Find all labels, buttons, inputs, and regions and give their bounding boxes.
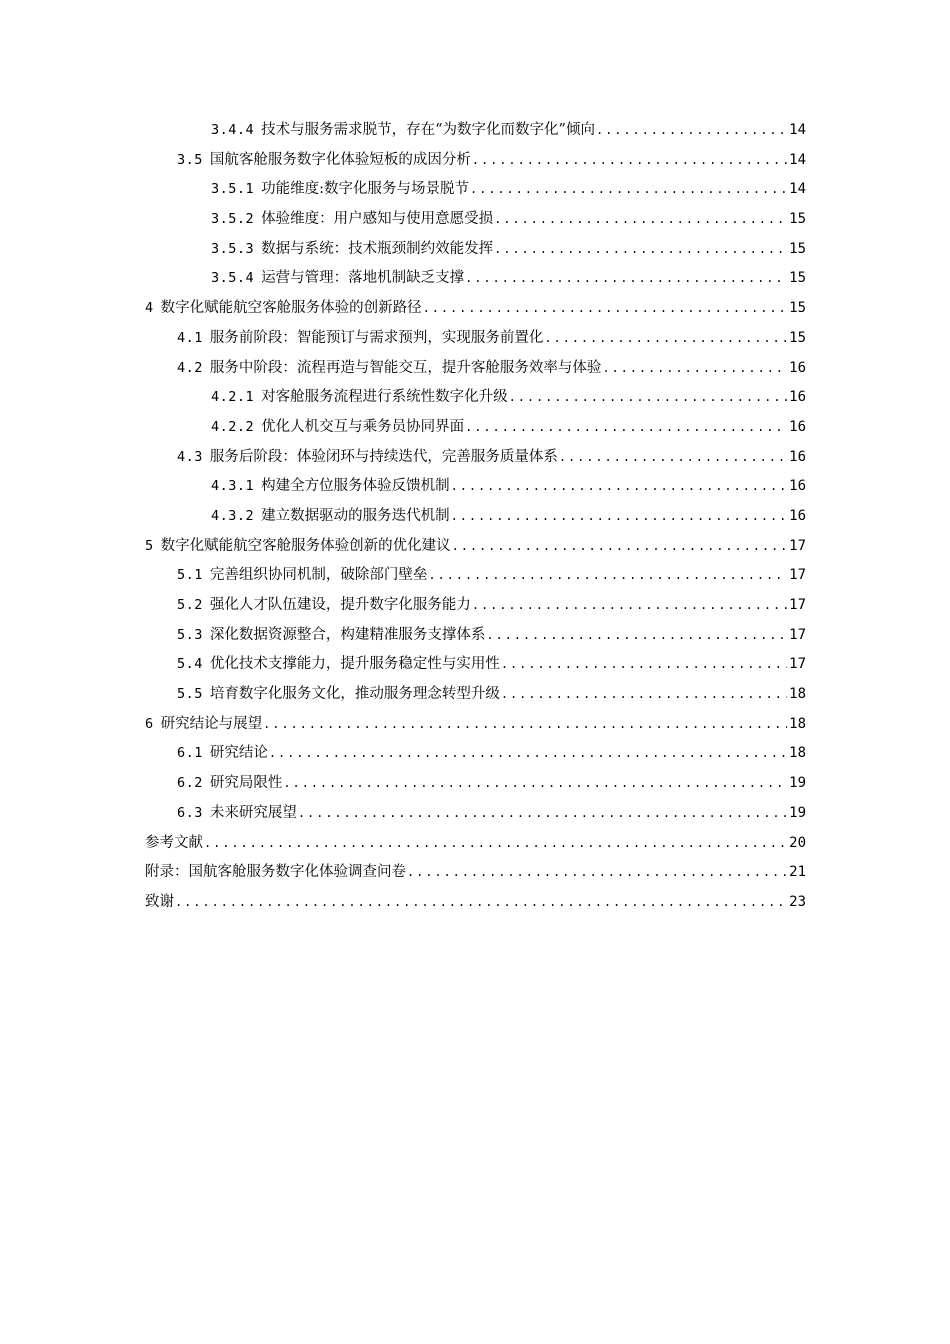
toc-entry[interactable] [145, 858, 806, 888]
dot-leader [509, 383, 787, 413]
toc-entry-title: 未来研究展望 [209, 804, 297, 821]
toc-entry[interactable] [145, 175, 806, 205]
toc-entry-title: 建立数据驱动的服务迭代机制 [261, 507, 450, 524]
toc-entry-number: 3.5.3 [211, 240, 255, 257]
toc-entry-page-number: 17 [789, 626, 806, 643]
toc-entry-page-number: 15 [789, 270, 806, 287]
toc-entry[interactable] [145, 591, 806, 621]
toc-entry-title: 服务前阶段：智能预订与需求预判，实现服务前置化 [209, 329, 544, 346]
toc-entry-number: 4.2.2 [211, 418, 255, 435]
toc-entry[interactable] [145, 739, 806, 769]
toc-entry[interactable] [145, 443, 806, 473]
toc-entry-number: 3.5.1 [211, 181, 255, 198]
toc-entry[interactable] [145, 621, 806, 651]
toc-entry-page-number: 15 [789, 240, 806, 257]
dot-leader [175, 888, 787, 918]
toc-entry[interactable] [145, 205, 806, 235]
toc-entry-number: 5.2 [177, 597, 203, 613]
dot-leader [451, 502, 787, 532]
toc-entry[interactable] [145, 769, 806, 799]
toc-entry[interactable] [145, 354, 806, 384]
toc-entry-number: 5.5 [177, 686, 203, 703]
toc-entry-number: 3.5.2 [211, 211, 255, 228]
toc-entry-page-number: 17 [789, 567, 806, 584]
toc-entry[interactable] [145, 116, 806, 146]
toc-entry-title: 服务后阶段：体验闭环与持续迭代，完善服务质量体系 [209, 448, 558, 465]
toc-entry[interactable] [145, 888, 806, 918]
toc-entry[interactable] [145, 324, 806, 354]
toc-entry-title: 运营与管理：落地机制缺乏支撑 [261, 270, 465, 287]
dot-leader [602, 354, 787, 384]
toc-entry-page-number: 15 [789, 211, 806, 228]
dot-leader [465, 413, 787, 443]
toc-entry-number: 5.1 [177, 567, 203, 584]
toc-entry-title: 技术与服务需求脱节，存在“为数字化而数字化”倾向 [261, 122, 595, 138]
dot-leader [472, 591, 787, 621]
toc-entry-page-number: 16 [789, 507, 806, 524]
toc-entry-number: 5.4 [177, 656, 203, 673]
toc-entry[interactable] [145, 680, 806, 710]
toc-entry-title: 对客舱服务流程进行系统性数字化升级 [261, 389, 508, 406]
toc-entry-number: 5 [145, 537, 154, 554]
toc-entry-page-number: 17 [789, 537, 806, 554]
toc-entry-title: 研究结论 [209, 745, 268, 762]
toc-entry-page-number: 14 [789, 122, 806, 138]
dot-leader [428, 561, 787, 591]
toc-entry[interactable] [145, 829, 806, 859]
toc-entry-title: 优化人机交互与乘务员协同界面 [261, 418, 465, 435]
toc-entry-title: 服务中阶段：流程再造与智能交互，提升客舱服务效率与体验 [209, 359, 602, 376]
toc-entry-page-number: 15 [789, 300, 806, 317]
toc-entry[interactable] [145, 710, 806, 740]
toc-entry[interactable] [145, 264, 806, 294]
toc-entry-page-number: 18 [789, 686, 806, 703]
dot-leader [494, 235, 787, 265]
toc-entry[interactable] [145, 502, 806, 532]
toc-entry[interactable] [145, 294, 806, 324]
toc-entry-number: 6.3 [177, 804, 203, 821]
dot-leader [465, 264, 787, 294]
toc-entry-number: 4 [145, 300, 154, 317]
toc-entry-page-number: 14 [789, 151, 806, 168]
toc-entry-title: 构建全方位服务体验反馈机制 [261, 478, 450, 495]
toc-entry-number: 6 [145, 715, 154, 732]
toc-entry-page-number: 17 [789, 656, 806, 673]
dot-leader [501, 650, 787, 680]
toc-entry-number: 4.2.1 [211, 389, 255, 406]
toc-entry-number: 5.3 [177, 626, 203, 643]
toc-entry-page-number: 19 [789, 804, 806, 821]
dot-leader [472, 146, 787, 176]
toc-entry-page-number: 20 [789, 834, 806, 851]
toc-entry-page-number: 16 [789, 389, 806, 406]
toc-entry[interactable] [145, 650, 806, 680]
toc-entry-number: 3.4.4 [211, 122, 255, 138]
dot-leader [269, 739, 787, 769]
dot-leader [423, 294, 787, 324]
toc-entry-title: 数字化赋能航空客舱服务体验的创新路径 [160, 300, 422, 317]
toc-entry-title: 功能维度:数字化服务与场景脱节 [261, 181, 470, 198]
table-of-contents [145, 116, 806, 918]
toc-entry-page-number: 16 [789, 359, 806, 376]
dot-leader [559, 443, 787, 473]
toc-entry-title: 研究结论与展望 [160, 715, 263, 732]
toc-entry-title: 数字化赋能航空客舱服务体验创新的优化建议 [160, 537, 451, 554]
toc-entry-number: 4.3.1 [211, 478, 255, 495]
toc-entry-page-number: 18 [789, 715, 806, 732]
dot-leader [204, 829, 787, 859]
toc-entry-number: 3.5 [177, 151, 203, 168]
dot-leader [452, 532, 787, 562]
toc-entry-number: 3.5.4 [211, 270, 255, 287]
dot-leader [470, 175, 787, 205]
toc-entry-title: 致谢 [145, 893, 174, 910]
toc-entry-page-number: 16 [789, 448, 806, 465]
toc-entry[interactable] [145, 532, 806, 562]
toc-entry-number: 6.2 [177, 775, 203, 792]
dot-leader [494, 205, 787, 235]
toc-entry-page-number: 16 [789, 418, 806, 435]
toc-entry-page-number: 14 [789, 181, 806, 198]
toc-entry[interactable] [145, 799, 806, 829]
toc-entry-title: 体验维度：用户感知与使用意愿受损 [261, 211, 494, 228]
dot-leader [298, 799, 787, 829]
toc-entry-title: 数据与系统：技术瓶颈制约效能发挥 [261, 240, 494, 257]
toc-entry-page-number: 23 [789, 893, 806, 910]
toc-entry-title: 参考文献 [145, 834, 203, 851]
dot-leader [596, 116, 787, 146]
toc-entry[interactable] [145, 146, 806, 176]
toc-entry[interactable] [145, 413, 806, 443]
toc-entry-title: 国航客舱服务数字化体验短板的成因分析 [209, 151, 471, 168]
toc-entry-title: 研究局限性 [209, 775, 283, 792]
dot-leader [486, 621, 787, 651]
toc-entry-title: 完善组织协同机制，破除部门壁垒 [209, 567, 428, 584]
toc-entry-page-number: 18 [789, 745, 806, 762]
dot-leader [263, 710, 787, 740]
toc-entry-number: 6.1 [177, 745, 203, 762]
toc-entry-page-number: 15 [789, 329, 806, 346]
toc-entry[interactable] [145, 235, 806, 265]
toc-entry-page-number: 21 [789, 864, 806, 881]
toc-entry-page-number: 16 [789, 478, 806, 495]
toc-entry-number: 4.3 [177, 448, 203, 465]
dot-leader [451, 472, 787, 502]
dot-leader [544, 324, 787, 354]
toc-entry-title: 附录：国航客舱服务数字化体验调查问卷 [145, 864, 406, 881]
toc-entry-title: 培育数字化服务文化，推动服务理念转型升级 [209, 686, 500, 703]
toc-entry-page-number: 17 [789, 597, 806, 613]
dot-leader [501, 680, 787, 710]
toc-entry-number: 4.1 [177, 329, 203, 346]
toc-entry-title: 深化数据资源整合，构建精准服务支撑体系 [209, 626, 486, 643]
toc-entry[interactable] [145, 472, 806, 502]
toc-entry[interactable] [145, 561, 806, 591]
toc-entry-number: 4.3.2 [211, 507, 255, 524]
dot-leader [283, 769, 787, 799]
dot-leader [407, 858, 787, 888]
toc-entry-title: 强化人才队伍建设，提升数字化服务能力 [209, 597, 471, 613]
toc-entry-number: 4.2 [177, 359, 203, 376]
toc-entry-page-number: 19 [789, 775, 806, 792]
toc-entry[interactable] [145, 383, 806, 413]
toc-entry-title: 优化技术支撑能力，提升服务稳定性与实用性 [209, 656, 500, 673]
